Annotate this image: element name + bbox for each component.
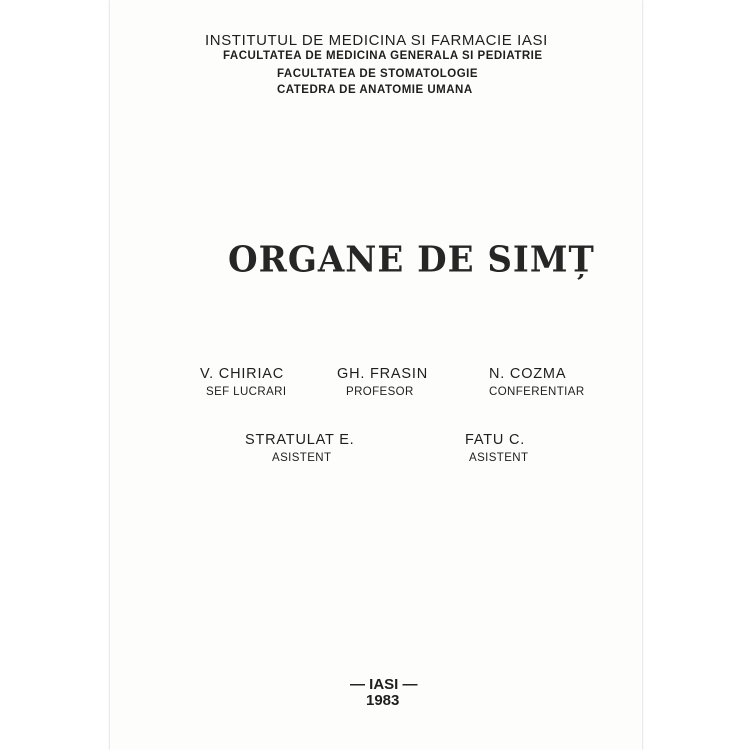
author-role: ASISTENT [469,452,529,464]
author-name: FATU C. [465,432,526,448]
book-cover [110,0,642,750]
author-role: SEF LUCRARI [206,386,287,398]
imprint-city: — IASI — [350,676,418,693]
author-role: PROFESOR [346,386,414,398]
faculty-general: FACULTATEA DE MEDICINA GENERALA SI PEDIATRIE [223,50,543,62]
imprint-year: 1983 [366,692,400,709]
department-name: CATEDRA DE ANATOMIE UMANA [277,84,473,96]
institute-name: INSTITUTUL DE MEDICINA SI FARMACIE IASI [205,32,548,49]
faculty-stomatology: FACULTATEA DE STOMATOLOGIE [277,68,479,80]
book-title: ORGANE DE SIMȚ [228,239,595,281]
author-name: N. COZMA [489,366,567,382]
author-role: ASISTENT [272,452,332,464]
author-role: CONFERENTIAR [489,386,585,398]
author-name: V. CHIRIAC [200,366,285,382]
author-name: GH. FRASIN [337,366,428,382]
author-name: STRATULAT E. [245,432,355,448]
